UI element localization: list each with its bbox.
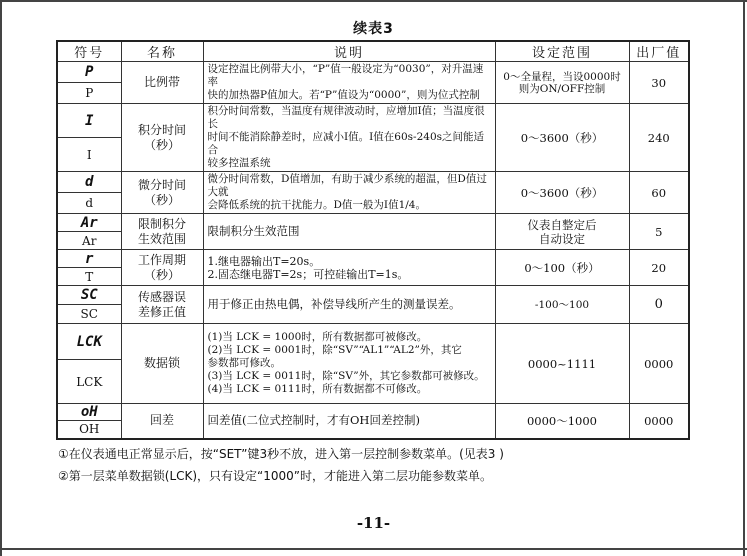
table-title: 续表3 <box>353 21 394 37</box>
table-row <box>57 62 689 83</box>
param-name-line: 比例带 <box>143 75 180 89</box>
led-symbol: P <box>57 62 121 83</box>
param-range: 0000~1111 <box>495 324 629 404</box>
desc-line: 较多控温系统 <box>207 157 271 169</box>
footnote-1: ①在仪表通电正常显示后，按“SET”键3秒不放，进入第一层控制参数菜单。(见表3 ) <box>58 447 504 461</box>
param-code: T <box>57 268 121 286</box>
param-description <box>203 404 495 439</box>
table-row <box>57 286 689 305</box>
led-symbol: Ar <box>57 214 121 232</box>
param-name-line: 工作周期 <box>137 252 186 267</box>
param-name-line: （秒） <box>143 192 180 207</box>
table-row <box>57 250 689 268</box>
param-name-line: 回差 <box>149 413 174 428</box>
param-name-line: 积分时间 <box>137 122 186 137</box>
range-line: 自动设定 <box>539 231 585 246</box>
param-code: OH <box>57 421 121 439</box>
param-name-line: （秒） <box>143 267 180 282</box>
desc-line: (3)当 LCK = 0011时，除“SV”外，其它参数都可被修改。 <box>207 370 485 382</box>
param-default: 30 <box>629 62 689 104</box>
param-name <box>121 286 203 324</box>
desc-line: 1.继电器输出T=20s。 <box>207 254 321 268</box>
param-name-line: 数据锁 <box>143 356 180 370</box>
param-default: 5 <box>629 214 689 250</box>
param-name <box>121 250 203 286</box>
param-name <box>121 104 203 172</box>
range-line: 0～全量程，当设0000时 <box>503 70 621 83</box>
param-code: LCK <box>57 360 121 404</box>
param-name-line: 差修正值 <box>137 304 186 319</box>
desc-line: 微分时间常数，D值增加，有助于减少系统的超温，但D值过大就 <box>207 173 487 198</box>
desc-line: (1)当 LCK = 1000时，所有数据都可被修改。 <box>207 331 428 343</box>
table-row <box>57 324 689 360</box>
param-default: 20 <box>629 250 689 286</box>
table-row <box>57 104 689 138</box>
footnotes <box>58 443 504 487</box>
param-code: I <box>57 138 121 172</box>
range-line: 则为ON/OFF控制 <box>518 82 606 95</box>
param-default: 0 <box>629 286 689 324</box>
param-range: 0000～1000 <box>495 404 629 439</box>
desc-line: 回差值(二位式控制时，才有OH回差控制) <box>207 413 420 428</box>
param-code: P <box>57 83 121 104</box>
desc-line: (2)当 LCK = 0001时，除“SV”“AL1”“AL2”外，其它 <box>207 344 462 356</box>
desc-line: (4)当 LCK = 0111时，所有数据都不可修改。 <box>207 383 428 395</box>
param-default: 0000 <box>629 324 689 404</box>
param-description <box>203 104 495 172</box>
desc-line: 积分时间常数，当温度有规律波动时，应增加I值；当温度很长 <box>207 105 485 130</box>
header-range: 设定范围 <box>495 41 629 62</box>
param-code: d <box>57 193 121 214</box>
header-description: 说明 <box>203 41 495 62</box>
led-symbol: d <box>57 172 121 193</box>
desc-line: 2.固态继电器T=2s；可控硅输出T=1s。 <box>207 267 409 281</box>
param-range <box>495 214 629 250</box>
param-name-line: 生效范围 <box>137 231 186 246</box>
param-name <box>121 62 203 104</box>
header-symbol: 符号 <box>57 41 121 62</box>
param-range <box>495 62 629 104</box>
page-frame-left <box>0 0 2 556</box>
desc-line: 时间不能消除静差时，应减小I值。I值在60s-240s之间能适合 <box>207 131 485 156</box>
header-default: 出厂值 <box>629 41 689 62</box>
param-name-line: 传感器误 <box>137 289 186 304</box>
param-range: 0～3600（秒） <box>495 104 629 172</box>
desc-line: 限制积分生效范围 <box>207 224 300 238</box>
param-default: 60 <box>629 172 689 214</box>
param-code: SC <box>57 305 121 324</box>
param-name-line: （秒） <box>143 137 180 152</box>
led-symbol: r <box>57 250 121 268</box>
param-name <box>121 324 203 404</box>
param-name <box>121 404 203 439</box>
param-range: 0～3600（秒） <box>495 172 629 214</box>
footnote-2: ②第一层菜单数据锁(LCK)，只有设定“1000”时，才能进入第二层功能参数菜单。 <box>58 469 493 483</box>
led-symbol: SC <box>57 286 121 305</box>
param-name-line: 微分时间 <box>137 177 186 192</box>
led-symbol: I <box>57 104 121 138</box>
param-name <box>121 172 203 214</box>
param-range: 0～100（秒） <box>495 250 629 286</box>
page-number: -11- <box>356 514 391 532</box>
param-name <box>121 214 203 250</box>
range-line: 仪表自整定后 <box>527 217 597 232</box>
header-name: 名称 <box>121 41 203 62</box>
param-default: 0000 <box>629 404 689 439</box>
table-header-row <box>57 41 689 62</box>
desc-line: 设定控温比例带大小，“P”值一般设定为“0030”，对升温速率 <box>207 63 484 88</box>
page-frame-right <box>743 0 745 556</box>
parameter-table <box>56 40 690 440</box>
param-name-line: 限制积分 <box>137 216 186 231</box>
table-row <box>57 172 689 193</box>
param-range: -100～100 <box>495 286 629 324</box>
desc-line: 快的加热器P值加大。若“P”值设为“0000”，则为位式控制 <box>207 89 480 101</box>
param-default: 240 <box>629 104 689 172</box>
table-row <box>57 404 689 421</box>
param-description <box>203 324 495 404</box>
led-symbol: oH <box>57 404 121 421</box>
led-symbol: LCK <box>57 324 121 360</box>
param-description <box>203 250 495 286</box>
page-frame-bottom <box>0 548 747 550</box>
param-description <box>203 62 495 104</box>
param-description <box>203 286 495 324</box>
param-code: Ar <box>57 232 121 250</box>
desc-line: 用于修正由热电偶，补偿导线所产生的测量误差。 <box>207 297 461 311</box>
desc-line: 会降低系统的抗干扰能力。D值一般为I值1/4。 <box>207 199 426 211</box>
page-frame-top <box>0 0 747 2</box>
desc-line: 参数都可修改。 <box>207 357 281 369</box>
param-description <box>203 172 495 214</box>
param-description <box>203 214 495 250</box>
table-row <box>57 214 689 232</box>
